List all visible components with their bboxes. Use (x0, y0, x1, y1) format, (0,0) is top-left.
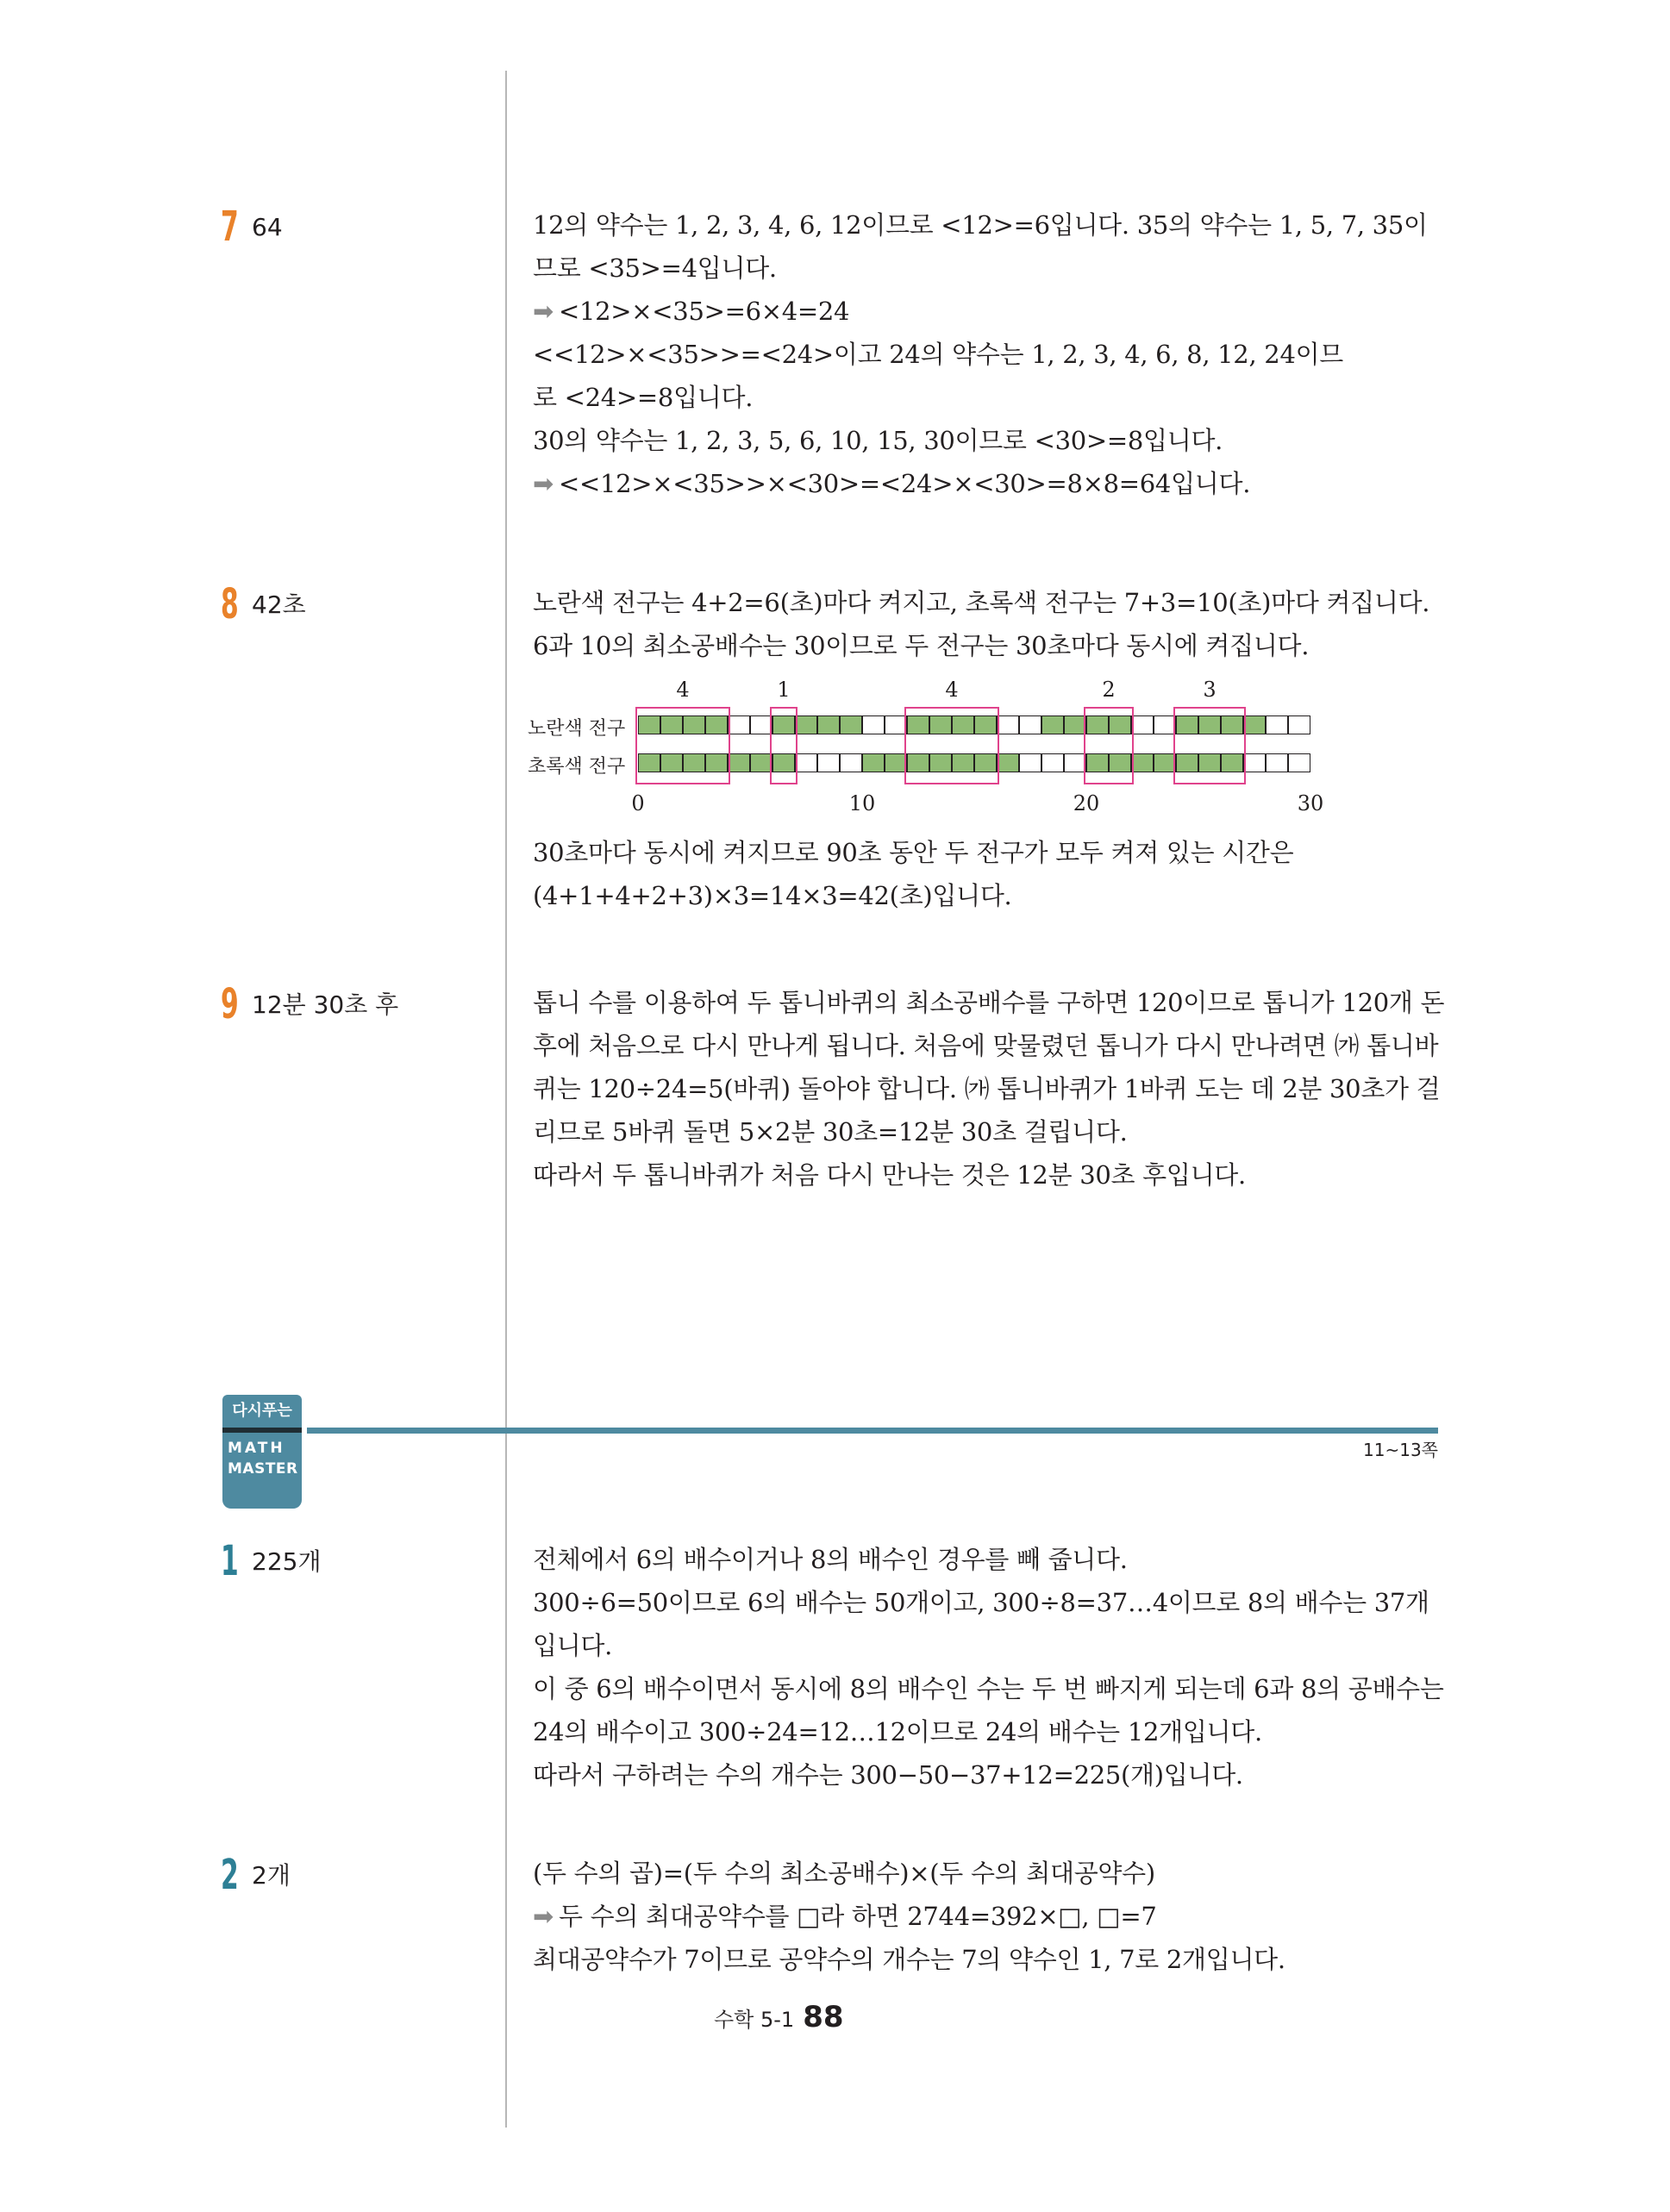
solution-text (533, 581, 1438, 667)
overlap-count-label: 4 (676, 678, 690, 702)
column-divider (505, 71, 507, 2128)
solution-line: 전체에서 6의 배수이거나 8의 배수인 경우를 빼 줍니다. (533, 1545, 1128, 1574)
axis-tick-label: 0 (631, 791, 645, 815)
solution-line: <<12>×<35>>=<24>이고 24의 약수는 1, 2, 3, 4, 6, 8, 12, 24이므 (533, 340, 1344, 369)
problem-number: 7 (221, 203, 239, 251)
overlap-count-label: 1 (777, 678, 791, 702)
solution-line: (4+1+4+2+3)×3=14×3=42(초)입니다. (533, 881, 1012, 910)
yellow-cell (795, 715, 817, 734)
axis-tick-label: 30 (1297, 791, 1324, 815)
green-cell (840, 753, 862, 772)
green-cell (1266, 753, 1288, 772)
page-number: 88 (803, 2000, 844, 2034)
row-label-yellow: 노란색 전구 (528, 718, 626, 740)
yellow-cell (817, 715, 840, 734)
solution-line: 노란색 전구는 4+2=6(초)마다 켜지고, 초록색 전구는 7+3=10(초)마다 켜집니다. (533, 588, 1430, 617)
solution-text (533, 981, 1445, 1197)
overlap-highlight (1084, 707, 1134, 784)
solution-line: 6과 10의 최소공배수는 30이므로 두 전구는 30초마다 동시에 켜집니다. (533, 631, 1310, 660)
row-label-green: 초록색 전구 (528, 756, 626, 778)
problem-number: 9 (221, 980, 239, 1028)
problem-answer: 225개 (252, 1547, 322, 1576)
axis-tick-label: 20 (1073, 791, 1100, 815)
green-cell (1019, 753, 1041, 772)
solution-line: 12의 약수는 1, 2, 3, 4, 6, 12이므로 <12>=6입니다. 35의 약수는 1, 5, 7, 35이 (533, 210, 1428, 240)
badge-math-text: MATH (228, 1440, 285, 1457)
green-cell (862, 753, 885, 772)
green-cell (1131, 753, 1154, 772)
section-badge-label: 다시푸는 (222, 1395, 302, 1428)
green-cell (1041, 753, 1064, 772)
footer-subject: 수학 5-1 (714, 2008, 795, 2032)
solution-text (533, 203, 1438, 505)
arrow-icon: ➡ (533, 1902, 554, 1931)
yellow-cell (1131, 715, 1154, 734)
solution-line: 톱니 수를 이용하여 두 톱니바퀴의 최소공배수를 구하면 120이므로 톱니가 120개 돈 (533, 988, 1445, 1017)
solution-text (533, 831, 1438, 917)
solution-line: ➡ <<12>×<35>>×<30>=<24>×<30>=8×8=64입니다. (533, 469, 1251, 498)
problem-number: 8 (221, 580, 239, 628)
badge-master-text: MASTER (228, 1460, 298, 1478)
yellow-cell (1019, 715, 1041, 734)
green-cell (1243, 753, 1266, 772)
solution-line: 따라서 두 톱니바퀴가 처음 다시 만나는 것은 12분 30초 후입니다. (533, 1160, 1246, 1190)
solution-line: 리므로 5바퀴 돌면 5×2분 30초=12분 30초 걸립니다. (533, 1117, 1128, 1147)
light-timeline-diagram (528, 678, 1338, 815)
solution-line: 최대공약수가 7이므로 공약수의 개수는 7의 약수인 1, 7로 2개입니다. (533, 1945, 1285, 1974)
arrow-icon: ➡ (533, 469, 554, 498)
solution-text (533, 1538, 1444, 1796)
section-divider (307, 1428, 1438, 1434)
solution-line: 퀴는 120÷24=5(바퀴) 돌아야 합니다. ㈎ 톱니바퀴가 1바퀴 도는 데 2분 30초가 걸 (533, 1074, 1441, 1103)
problem-answer: 42초 (252, 590, 306, 619)
overlap-highlight (904, 707, 999, 784)
section-badge-bar (222, 1428, 302, 1433)
green-cell (817, 753, 840, 772)
problem-answer: 12분 30초 후 (252, 990, 399, 1019)
green-cell (997, 753, 1019, 772)
yellow-cell (997, 715, 1019, 734)
green-cell (795, 753, 817, 772)
solution-line: 로 <24>=8입니다. (533, 383, 754, 412)
problem-answer: 64 (252, 213, 283, 241)
solution-line: 이 중 6의 배수이면서 동시에 8의 배수인 수는 두 번 빠지게 되는데 6과 8의 공배수는 (533, 1674, 1444, 1703)
yellow-cell (1266, 715, 1288, 734)
green-cell (728, 753, 750, 772)
solution-line: ➡ 두 수의 최대공약수를 □라 하면 2744=392×□, □=7 (533, 1902, 1157, 1931)
overlap-count-label: 2 (1102, 678, 1116, 702)
overlap-highlight (770, 707, 797, 784)
yellow-cell (840, 715, 862, 734)
overlap-count-label: 3 (1203, 678, 1217, 702)
solution-line: (두 수의 곱)=(두 수의 최소공배수)×(두 수의 최대공약수) (533, 1859, 1155, 1888)
green-cell (1288, 753, 1310, 772)
solution-line: 30초마다 동시에 켜지므로 90초 동안 두 전구가 모두 켜져 있는 시간은 (533, 838, 1294, 867)
yellow-cell (1041, 715, 1064, 734)
solution-line: 후에 처음으로 다시 만나게 됩니다. 처음에 맞물렸던 톱니가 다시 만나려면 ㈎ 톱니바 (533, 1031, 1439, 1060)
solution-line: 30의 약수는 1, 2, 3, 5, 6, 10, 15, 30이므로 <30>=8입니다. (533, 426, 1223, 455)
solution-text (533, 1852, 1438, 1981)
problem-answer: 2개 (252, 1861, 291, 1890)
yellow-cell (728, 715, 750, 734)
axis-tick-label: 10 (848, 791, 876, 815)
solution-line: ➡ <12>×<35>=6×4=24 (533, 297, 850, 326)
yellow-cell (862, 715, 885, 734)
arrow-icon: ➡ (533, 297, 554, 326)
overlap-count-label: 4 (945, 678, 959, 702)
page-range: 11~13쪽 (1363, 1440, 1438, 1460)
solution-line: 24의 배수이고 300÷24=12…12이므로 24의 배수는 12개입니다. (533, 1717, 1262, 1746)
solution-line: 므로 <35>=4입니다. (533, 253, 777, 283)
solution-line: 300÷6=50이므로 6의 배수는 50개이고, 300÷8=37…4이므로 8의 배수는 37개 (533, 1588, 1429, 1617)
solution-line: 입니다. (533, 1631, 613, 1660)
page-footer (714, 2000, 844, 2034)
overlap-highlight (1173, 707, 1246, 784)
solution-line: 따라서 구하려는 수의 개수는 300−50−37+12=225(개)입니다. (533, 1760, 1243, 1790)
yellow-cell (1288, 715, 1310, 734)
overlap-highlight (635, 707, 730, 784)
problem-number: 1 (221, 1537, 239, 1585)
problem-number: 2 (221, 1851, 239, 1899)
yellow-cell (1243, 715, 1266, 734)
